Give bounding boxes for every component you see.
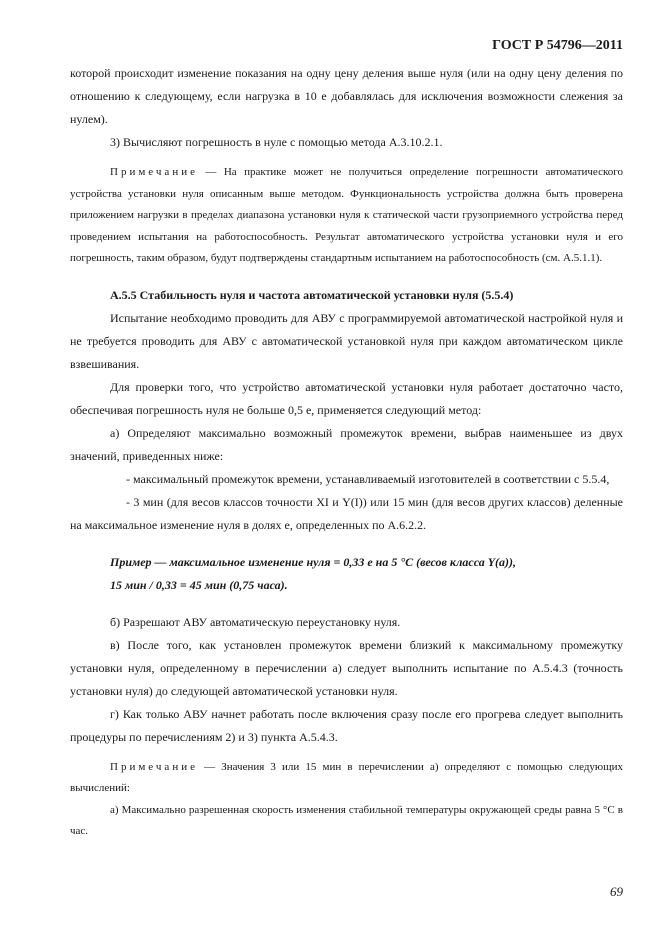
- note-text: — На практике может не получиться определение погрешности автоматического устройства установки нуля описанным выше методом. Функциональность устройства должна быть проверена приложением нагрузки в пределах диапазона установки нуля к статической части грузоприемного устройства перед проведением испытания на работоспособность. Результат автоматического устройства установки нуля и его погрешность, таким образом, будут подтверждены стандартным испытанием на работоспособность (см. А.5.1.1).: [70, 166, 623, 264]
- list-item: - 3 мин (для весов классов точности XI и Y(I)) или 15 мин (для весов других классов) деленные на максимальное изменение нуля в долях e, определенных по А.6.2.2.: [70, 494, 623, 532]
- paragraph: которой происходит изменение показания на одну цену деления выше нуля (или на одну цену деления по отношению к следующему, если нагрузка в 10 e добавлялась для исключения возможности слежения за нулем).: [70, 66, 623, 126]
- section-heading: А.5.5 Стабильность нуля и частота автоматической установки нуля (5.5.4): [110, 287, 514, 302]
- paragraph: Для проверки того, что устройство автоматической установки нуля работает достаточно часто, обеспечивая погрешность нуля не больше 0,5 e, применяется следующий метод:: [70, 379, 623, 417]
- note-paragraph: [70, 757, 623, 800]
- note-text: — Значения 3 или 15 мин в перечислении а) определяют с помощью следующих вычислений:: [70, 760, 623, 794]
- list-item: - максимальный промежуток времени, устанавливаемый изготовителей в соответствии с 5.5.4,: [126, 471, 610, 486]
- list-item: а) Определяют максимально возможный промежуток времени, выбрав наименьшее из двух значений, приведенных ниже:: [70, 425, 623, 463]
- list-item: в) После того, как установлен промежуток времени близкий к максимальному промежутку установки нуля, определенному в перечислении а) следует выполнить испытание по А.5.4.3 (точность установки нуля) до следующей автоматической установки нуля.: [70, 637, 623, 698]
- list-item: а) Максимально разрешенная скорость изменения стабильной температуры окружающей среды равна 5 °С в час.: [70, 803, 623, 837]
- page-content: [70, 62, 623, 843]
- list-item: г) Как только АВУ начнет работать после включения сразу после его прогрева следует выполнить процедуры по перечислениям 2) и 3) пункта А.5.4.3.: [70, 706, 623, 744]
- note-label: Примечание: [110, 166, 198, 178]
- page-number: 69: [610, 884, 623, 899]
- example-block: [70, 551, 623, 597]
- paragraph: Испытание необходимо проводить для АВУ с программируемой автоматической настройкой нуля и не требуется проводить для АВУ с автоматической установкой нуля при каждом автоматическом цикле взвешивания.: [70, 310, 623, 371]
- standard-header: ГОСТ Р 54796—2011: [492, 38, 623, 53]
- paragraph: 3) Вычисляют погрешность в нуле с помощью метода А.3.10.2.1.: [110, 135, 443, 149]
- note-label: Примечание: [110, 760, 198, 773]
- example-line: Пример — максимальное изменение нуля = 0,33 e на 5 °С (весов класса Y(a)),: [110, 554, 517, 569]
- list-item: б) Разрешают АВУ автоматическую переустановку нуля.: [110, 614, 401, 629]
- note-paragraph: [70, 162, 623, 270]
- example-line: 15 мин / 0,33 = 45 мин (0,75 часа).: [110, 577, 288, 592]
